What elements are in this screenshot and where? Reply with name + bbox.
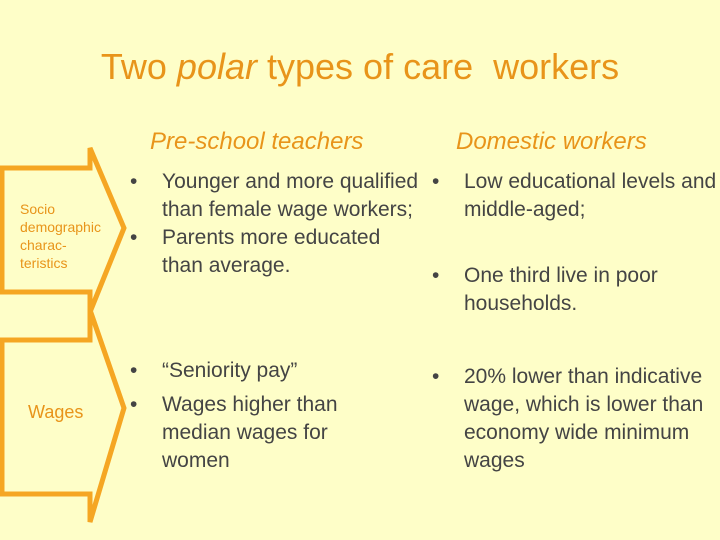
column-header-domestic: Domestic workers [456, 128, 647, 155]
column-header-preschool: Pre-school teachers [150, 128, 364, 155]
bullet-item: • Low educational levels and middle-aged; [432, 168, 720, 224]
row-label-socio [20, 200, 120, 272]
bullet-item: • 20% lower than indicative wage, which is lower than economy wide minimum wages [432, 363, 716, 475]
row-label-wages: Wages [28, 402, 84, 422]
title-part1: Two [100, 46, 167, 87]
title-part2: types of care workers [267, 46, 620, 87]
title-italic: polar [176, 46, 257, 87]
bullet-item: • One third live in poor households. [432, 262, 720, 318]
bullet-item: • Younger and more qualified than female wage workers; [130, 168, 420, 224]
socio-label-line: demographic [20, 219, 101, 235]
socio-label-line: teristics [20, 255, 68, 271]
socio-label-line: charac- [20, 237, 67, 253]
bullet-item: • Wages higher than median wages for women [130, 391, 380, 475]
bullet-item: • Parents more educated than average. [130, 224, 420, 280]
socio-label-line: Socio [20, 201, 56, 217]
socio-domestic-list [432, 168, 720, 318]
socio-preschool-list [130, 168, 420, 280]
bullet-item: • “Seniority pay” [130, 357, 380, 385]
wages-domestic-list [432, 363, 716, 475]
wages-preschool-list [130, 357, 380, 475]
